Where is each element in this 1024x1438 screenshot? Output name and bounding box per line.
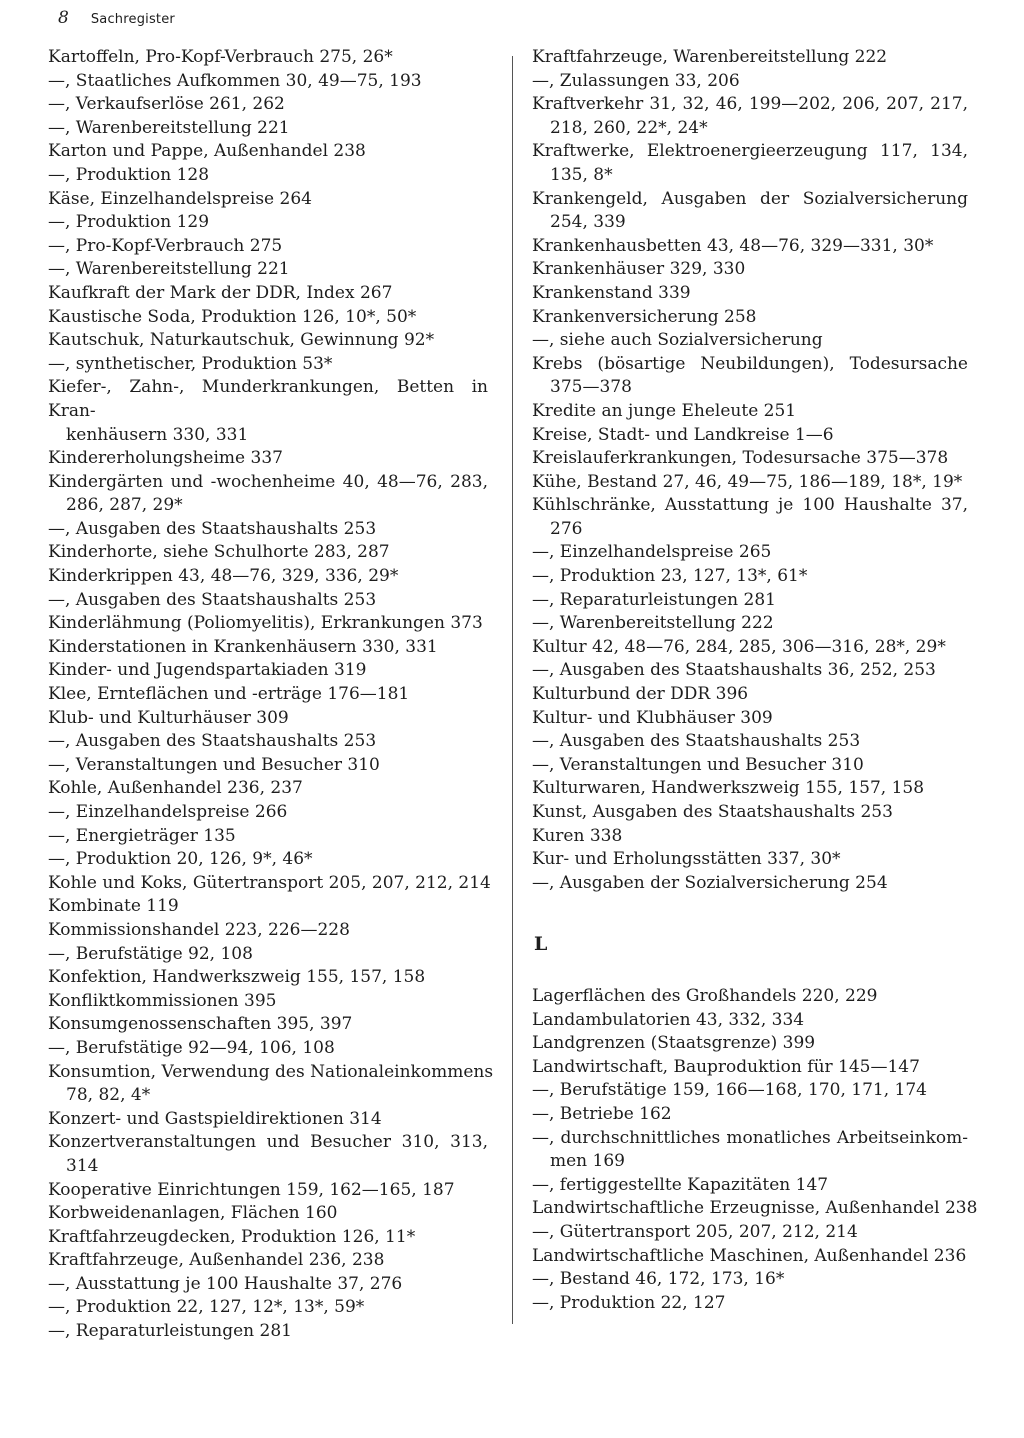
index-entry: —, Berufstätige 159, 166—168, 170, 171, 174	[532, 1080, 927, 1101]
index-entry-continuation: kenhäusern 330, 331	[66, 424, 249, 445]
index-entry: Krankenhausbetten 43, 48—76, 329—331, 30*	[532, 235, 934, 256]
index-entry: Klee, Ernteflächen und -erträge 176—181	[48, 684, 410, 705]
index-entry: Konfektion, Handwerkszweig 155, 157, 158	[48, 967, 426, 988]
page-number: 8	[58, 8, 69, 28]
section-gap	[532, 957, 968, 985]
index-entry: Käse, Einzelhandelspreise 264	[48, 188, 312, 209]
index-entry: —, Berufstätige 92—94, 106, 108	[48, 1037, 335, 1058]
index-entry: —, Einzelhandelspreise 266	[48, 802, 288, 822]
index-entry: Kindergärten und -wochenheime 40, 48—76, 283,	[48, 471, 488, 492]
index-entry: —, Warenbereitstellung 222	[532, 613, 774, 634]
index-entry: —, Berufstätige 92, 108	[48, 943, 253, 964]
index-entry: —, Energieträger 135	[48, 825, 236, 846]
index-entry: Kuren 338	[532, 825, 623, 846]
section-letter: L	[534, 933, 548, 956]
index-entry: Krankengeld, Ausgaben der Sozialversicherung	[532, 188, 968, 209]
index-entry: Kreise, Stadt- und Landkreise 1—6	[532, 424, 834, 445]
index-entry: Kaustische Soda, Produktion 126, 10*, 50*	[48, 306, 417, 327]
index-entry: —, Produktion 128	[48, 164, 210, 185]
index-entry-continuation: 78, 82, 4*	[66, 1085, 151, 1106]
index-entry: Kiefer-, Zahn-, Munderkrankungen, Betten in Kran-	[48, 377, 488, 421]
index-entry: Kraftfahrzeuge, Warenbereitstellung 222	[532, 47, 888, 67]
index-entry: —, Produktion 22, 127, 12*, 13*, 59*	[48, 1297, 365, 1318]
index-entry: Kreislauferkrankungen, Todesursache 375—378	[532, 448, 949, 469]
index-entry: —, Bestand 46, 172, 173, 16*	[532, 1269, 785, 1290]
index-entry-continuation: 286, 287, 29*	[66, 495, 183, 516]
index-entry: —, Pro-Kopf-Verbrauch 275	[48, 235, 283, 256]
index-entry: Kinderhorte, siehe Schulhorte 283, 287	[48, 542, 390, 563]
index-entry: Kulturbund der DDR 396	[532, 684, 749, 705]
index-entry: Kinderlähmung (Poliomyelitis), Erkrankungen 373	[48, 613, 483, 634]
index-entry: Kinder- und Jugendspartakiaden 319	[48, 660, 367, 681]
index-entry: Kultur- und Klubhäuser 309	[532, 707, 773, 728]
index-entries-l	[532, 985, 978, 1315]
index-entry: Kooperative Einrichtungen 159, 162—165, 187	[48, 1179, 455, 1200]
index-entry: Kultur 42, 48—76, 284, 285, 306—316, 28*, 29*	[532, 636, 946, 657]
index-entry: —, Ausgaben des Staatshaushalts 253	[532, 731, 861, 752]
index-entry: —, Veranstaltungen und Besucher 310	[48, 754, 380, 775]
column-divider	[512, 56, 513, 1324]
index-entry: Kohle und Koks, Gütertransport 205, 207, 212, 214	[48, 872, 491, 893]
index-entry: Kartoffeln, Pro-Kopf-Verbrauch 275, 26*	[48, 47, 393, 67]
index-entry: —, Warenbereitstellung 221	[48, 259, 290, 280]
index-entry: Lagerflächen des Großhandels 220, 229	[532, 985, 878, 1006]
index-entry: Kautschuk, Naturkautschuk, Gewinnung 92*	[48, 330, 435, 351]
index-entry: —, Betriebe 162	[532, 1103, 672, 1124]
index-entry: Kombinate 119	[48, 896, 179, 917]
index-entry: —, durchschnittliches monatliches Arbeitseinkom-	[532, 1127, 968, 1148]
index-entry: Landwirtschaft, Bauproduktion für 145—147	[532, 1056, 920, 1077]
index-entry: —, Zulassungen 33, 206	[532, 70, 740, 91]
index-entry: Landwirtschaftliche Maschinen, Außenhandel 236	[532, 1245, 967, 1266]
index-entry: Kur- und Erholungsstätten 337, 30*	[532, 849, 841, 870]
index-entry: Krankenstand 339	[532, 282, 691, 303]
index-entry-continuation: 135, 8*	[550, 164, 613, 185]
index-entry: —, Einzelhandelspreise 265	[532, 542, 772, 563]
page-header	[58, 8, 175, 30]
index-entry: Kredite an junge Eheleute 251	[532, 400, 797, 421]
index-entry: Kaufkraft der Mark der DDR, Index 267	[48, 282, 393, 303]
index-entry: Kinderstationen in Krankenhäusern 330, 331	[48, 636, 438, 657]
index-entry: Landwirtschaftliche Erzeugnisse, Außenhandel 238	[532, 1198, 978, 1219]
index-entry: Kinderkrippen 43, 48—76, 329, 336, 29*	[48, 566, 399, 587]
index-entry: Landambulatorien 43, 332, 334	[532, 1009, 805, 1030]
index-entry: Kohle, Außenhandel 236, 237	[48, 778, 303, 799]
index-entry: Kunst, Ausgaben des Staatshaushalts 253	[532, 802, 893, 822]
index-entry: Konzert- und Gastspieldirektionen 314	[48, 1108, 382, 1129]
index-entry: —, Produktion 129	[48, 212, 210, 233]
index-entry: —, Veranstaltungen und Besucher 310	[532, 754, 864, 775]
index-entry: —, Ausgaben der Sozialversicherung 254	[532, 872, 888, 893]
index-entry: —, Produktion 22, 127	[532, 1292, 726, 1313]
index-entry: Kraftverkehr 31, 32, 46, 199—202, 206, 207, 217,	[532, 94, 968, 115]
index-entries-k	[532, 46, 968, 895]
index-entry-continuation: 314	[66, 1155, 99, 1176]
index-entry: Kraftfahrzeugdecken, Produktion 126, 11*	[48, 1226, 416, 1247]
index-column-right	[532, 46, 978, 1315]
index-entry-continuation: men 169	[550, 1151, 625, 1172]
index-entry: Kraftfahrzeuge, Außenhandel 236, 238	[48, 1250, 385, 1271]
index-entry: —, Reparaturleistungen 281	[532, 589, 776, 610]
index-entry: Kulturwaren, Handwerkszweig 155, 157, 158	[532, 778, 925, 799]
index-entry: Korbweidenanlagen, Flächen 160	[48, 1203, 338, 1224]
index-entry: Konsumgenossenschaften 395, 397	[48, 1014, 353, 1035]
index-entry-continuation: 276	[550, 518, 583, 539]
index-entry: Krankenversicherung 258	[532, 306, 757, 327]
index-entry: Kühlschränke, Ausstattung je 100 Haushalte 37,	[532, 495, 968, 516]
running-head: Sachregister	[90, 12, 175, 27]
index-entry: Krebs (bösartige Neubildungen), Todesursache	[532, 353, 968, 374]
index-entry: —, Ausstattung je 100 Haushalte 37, 276	[48, 1273, 403, 1294]
index-entry: —, Warenbereitstellung 221	[48, 117, 290, 138]
index-entry: —, fertiggestellte Kapazitäten 147	[532, 1174, 829, 1195]
index-entry: —, Ausgaben des Staatshaushalts 253	[48, 518, 377, 539]
index-entry: Kommissionshandel 223, 226—228	[48, 919, 350, 940]
index-entry: —, Ausgaben des Staatshaushalts 253	[48, 731, 377, 752]
index-entry: Klub- und Kulturhäuser 309	[48, 707, 289, 728]
index-entry: —, Gütertransport 205, 207, 212, 214	[532, 1221, 858, 1242]
index-entry: Kühe, Bestand 27, 46, 49—75, 186—189, 18*, 19*	[532, 471, 963, 492]
index-entry: Konfliktkommissionen 395	[48, 990, 277, 1011]
index-entry-continuation: 375—378	[550, 377, 632, 398]
section-gap	[532, 895, 968, 933]
index-entry: —, Ausgaben des Staatshaushalts 253	[48, 589, 377, 610]
index-entry: —, Staatliches Aufkommen 30, 49—75, 193	[48, 70, 422, 91]
index-column-left	[48, 46, 494, 1344]
index-entry: Kraftwerke, Elektroenergieerzeugung 117, 134,	[532, 141, 968, 162]
index-entry: —, Verkaufserlöse 261, 262	[48, 94, 285, 115]
index-entry: —, synthetischer, Produktion 53*	[48, 353, 333, 374]
index-entry: Konsumtion, Verwendung des Nationaleinkommens	[48, 1061, 494, 1082]
index-entry: —, Ausgaben des Staatshaushalts 36, 252, 253	[532, 660, 936, 681]
index-entry: —, Produktion 20, 126, 9*, 46*	[48, 849, 313, 870]
index-entry: —, Produktion 23, 127, 13*, 61*	[532, 566, 808, 587]
index-entry: Kindererholungsheime 337	[48, 448, 283, 469]
index-entry: Krankenhäuser 329, 330	[532, 259, 746, 280]
index-entry: Konzertveranstaltungen und Besucher 310, 313,	[48, 1132, 488, 1153]
index-entry: Landgrenzen (Staatsgrenze) 399	[532, 1033, 816, 1054]
index-entry: —, Reparaturleistungen 281	[48, 1321, 292, 1342]
index-entry-continuation: 218, 260, 22*, 24*	[550, 117, 708, 138]
index-entry: Karton und Pappe, Außenhandel 238	[48, 141, 366, 162]
index-entry: —, siehe auch Sozialversicherung	[532, 330, 823, 351]
index-entry-continuation: 254, 339	[550, 212, 626, 233]
